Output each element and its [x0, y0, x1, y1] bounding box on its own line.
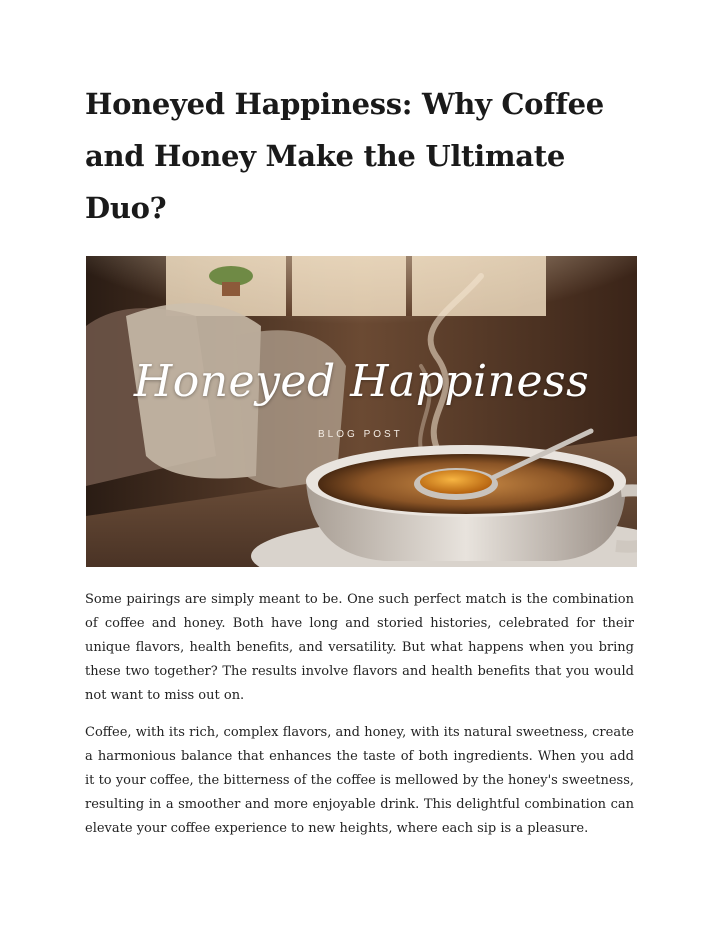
hero-overlay-subtitle: BLOG POST — [318, 429, 403, 440]
hero-overlay-title: Honeyed Happiness — [133, 356, 590, 407]
article-title: Honeyed Happiness: Why Coffee and Honey Make the Ultimate Duo? — [85, 87, 604, 225]
coffee-honey-illustration — [86, 256, 637, 567]
hero-image — [86, 256, 637, 567]
paragraph-intro: Some pairings are simply meant to be. One such perfect match is the combination of coffee and honey. Both have long and storied histories, celebrated for their unique flavors, health benefits, and versatility. But what happens when you bring these two together? The results involve flavors and health benefits that you would not want to miss out on. — [85, 592, 634, 703]
paragraph-balance: Coffee, with its rich, complex flavors, and honey, with its natural sweetness, create a harmonious balance that enhances the taste of both ingredients. When you add it to your coffee, the bitterness of the coffee is mellowed by the honey's sweetness, resulting in a smoother and more enjoyable drink. This delightful combination can elevate your coffee experience to new heights, where each sip is a pleasure. — [85, 725, 634, 836]
